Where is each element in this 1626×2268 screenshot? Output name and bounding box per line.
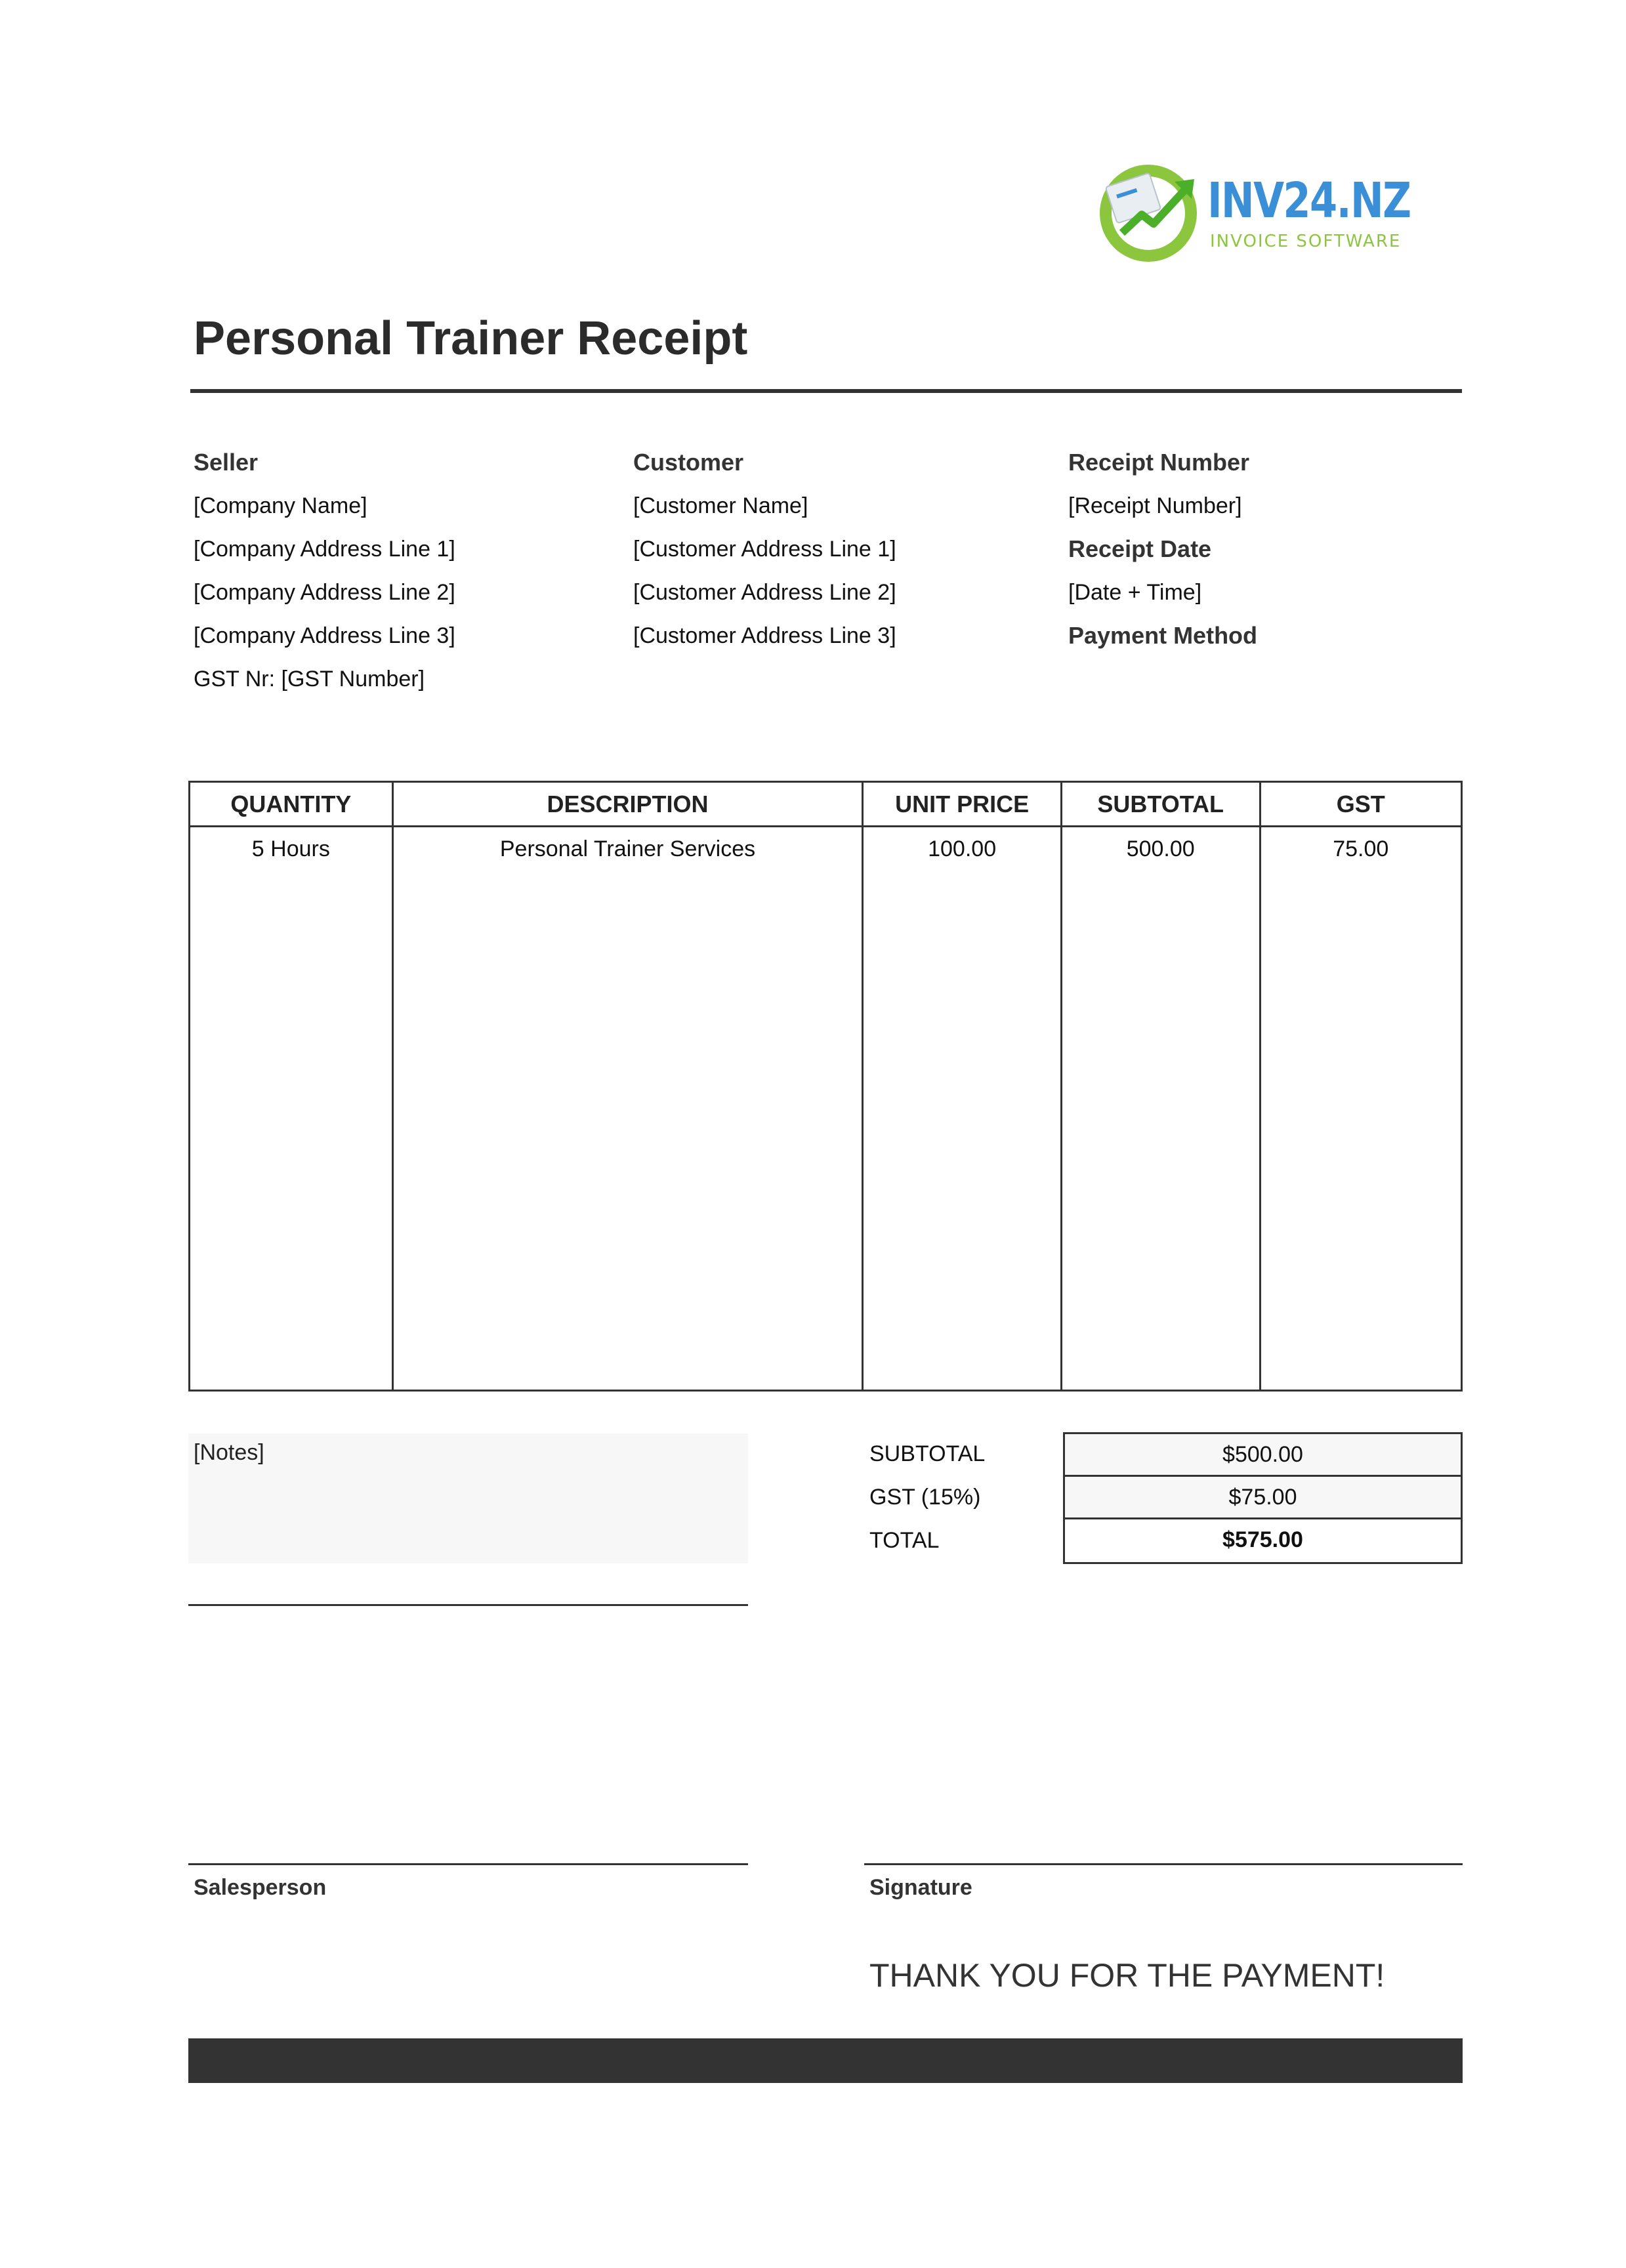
column-header-unit-price: UNIT PRICE: [863, 782, 1061, 827]
notes-field[interactable]: [Notes]: [188, 1433, 748, 1563]
notes-divider: [188, 1604, 748, 1606]
column-header-quantity: QUANTITY: [190, 782, 393, 827]
gst-label: GST (15%): [869, 1485, 981, 1510]
total-value: $575.00: [1065, 1519, 1461, 1562]
document-arrow-logo-icon: [1096, 161, 1207, 266]
logo-tagline: INVOICE SOFTWARE: [1210, 232, 1402, 251]
cell-description: Personal Trainer Services: [392, 827, 863, 1391]
totals-values-box: [1063, 1432, 1463, 1564]
page-title: Personal Trainer Receipt: [194, 312, 748, 365]
customer-signature-line: [864, 1863, 1463, 1865]
title-divider: [190, 389, 1462, 393]
totals-labels: [869, 1432, 985, 1562]
subtotal-value: $500.00: [1065, 1434, 1461, 1477]
receipt-date-value: [Date + Time]: [1068, 580, 1202, 605]
seller-address-line-2: [Company Address Line 2]: [194, 580, 455, 605]
salesperson-signature-line: [188, 1863, 748, 1865]
company-logo: [1096, 161, 1437, 266]
seller-gst-number: GST Nr: [GST Number]: [194, 667, 425, 691]
customer-name: [Customer Name]: [633, 493, 808, 518]
cell-unit-price: 100.00: [863, 827, 1061, 1391]
customer-address-line-2: [Customer Address Line 2]: [633, 580, 896, 605]
seller-address-line-1: [Company Address Line 1]: [194, 537, 455, 562]
customer-address-line-3: [Customer Address Line 3]: [633, 623, 896, 648]
column-header-description: DESCRIPTION: [392, 782, 863, 827]
receipt-number-value: [Receipt Number]: [1068, 493, 1242, 518]
line-items-table: [188, 781, 1463, 1392]
column-header-gst: GST: [1260, 782, 1461, 827]
thank-you-message: THANK YOU FOR THE PAYMENT!: [869, 1957, 1385, 1994]
receipt-number-label: Receipt Number: [1068, 449, 1250, 476]
seller-block: [194, 441, 455, 701]
logo-name: INV24.NZ: [1207, 173, 1411, 229]
payment-method-label: Payment Method: [1068, 622, 1258, 649]
seller-address-line-3: [Company Address Line 3]: [194, 623, 455, 648]
column-header-subtotal: SUBTOTAL: [1061, 782, 1260, 827]
cell-quantity: 5 Hours: [190, 827, 393, 1391]
table-header-row: [190, 782, 1462, 827]
seller-company-name: [Company Name]: [194, 493, 367, 518]
subtotal-label: SUBTOTAL: [869, 1441, 986, 1466]
footer-bar: [188, 2038, 1463, 2083]
receipt-info-block: [1068, 441, 1257, 657]
total-label: TOTAL: [869, 1528, 940, 1553]
seller-heading: Seller: [194, 449, 259, 476]
customer-block: [633, 441, 896, 657]
cell-subtotal: 500.00: [1061, 827, 1260, 1391]
gst-value: $75.00: [1065, 1477, 1461, 1519]
table-row: [190, 827, 1462, 1391]
signature-label: Signature: [869, 1875, 972, 1900]
salesperson-label: Salesperson: [194, 1875, 327, 1900]
receipt-date-label: Receipt Date: [1068, 535, 1212, 562]
customer-heading: Customer: [633, 449, 744, 476]
cell-gst: 75.00: [1260, 827, 1461, 1391]
customer-address-line-1: [Customer Address Line 1]: [633, 537, 896, 562]
